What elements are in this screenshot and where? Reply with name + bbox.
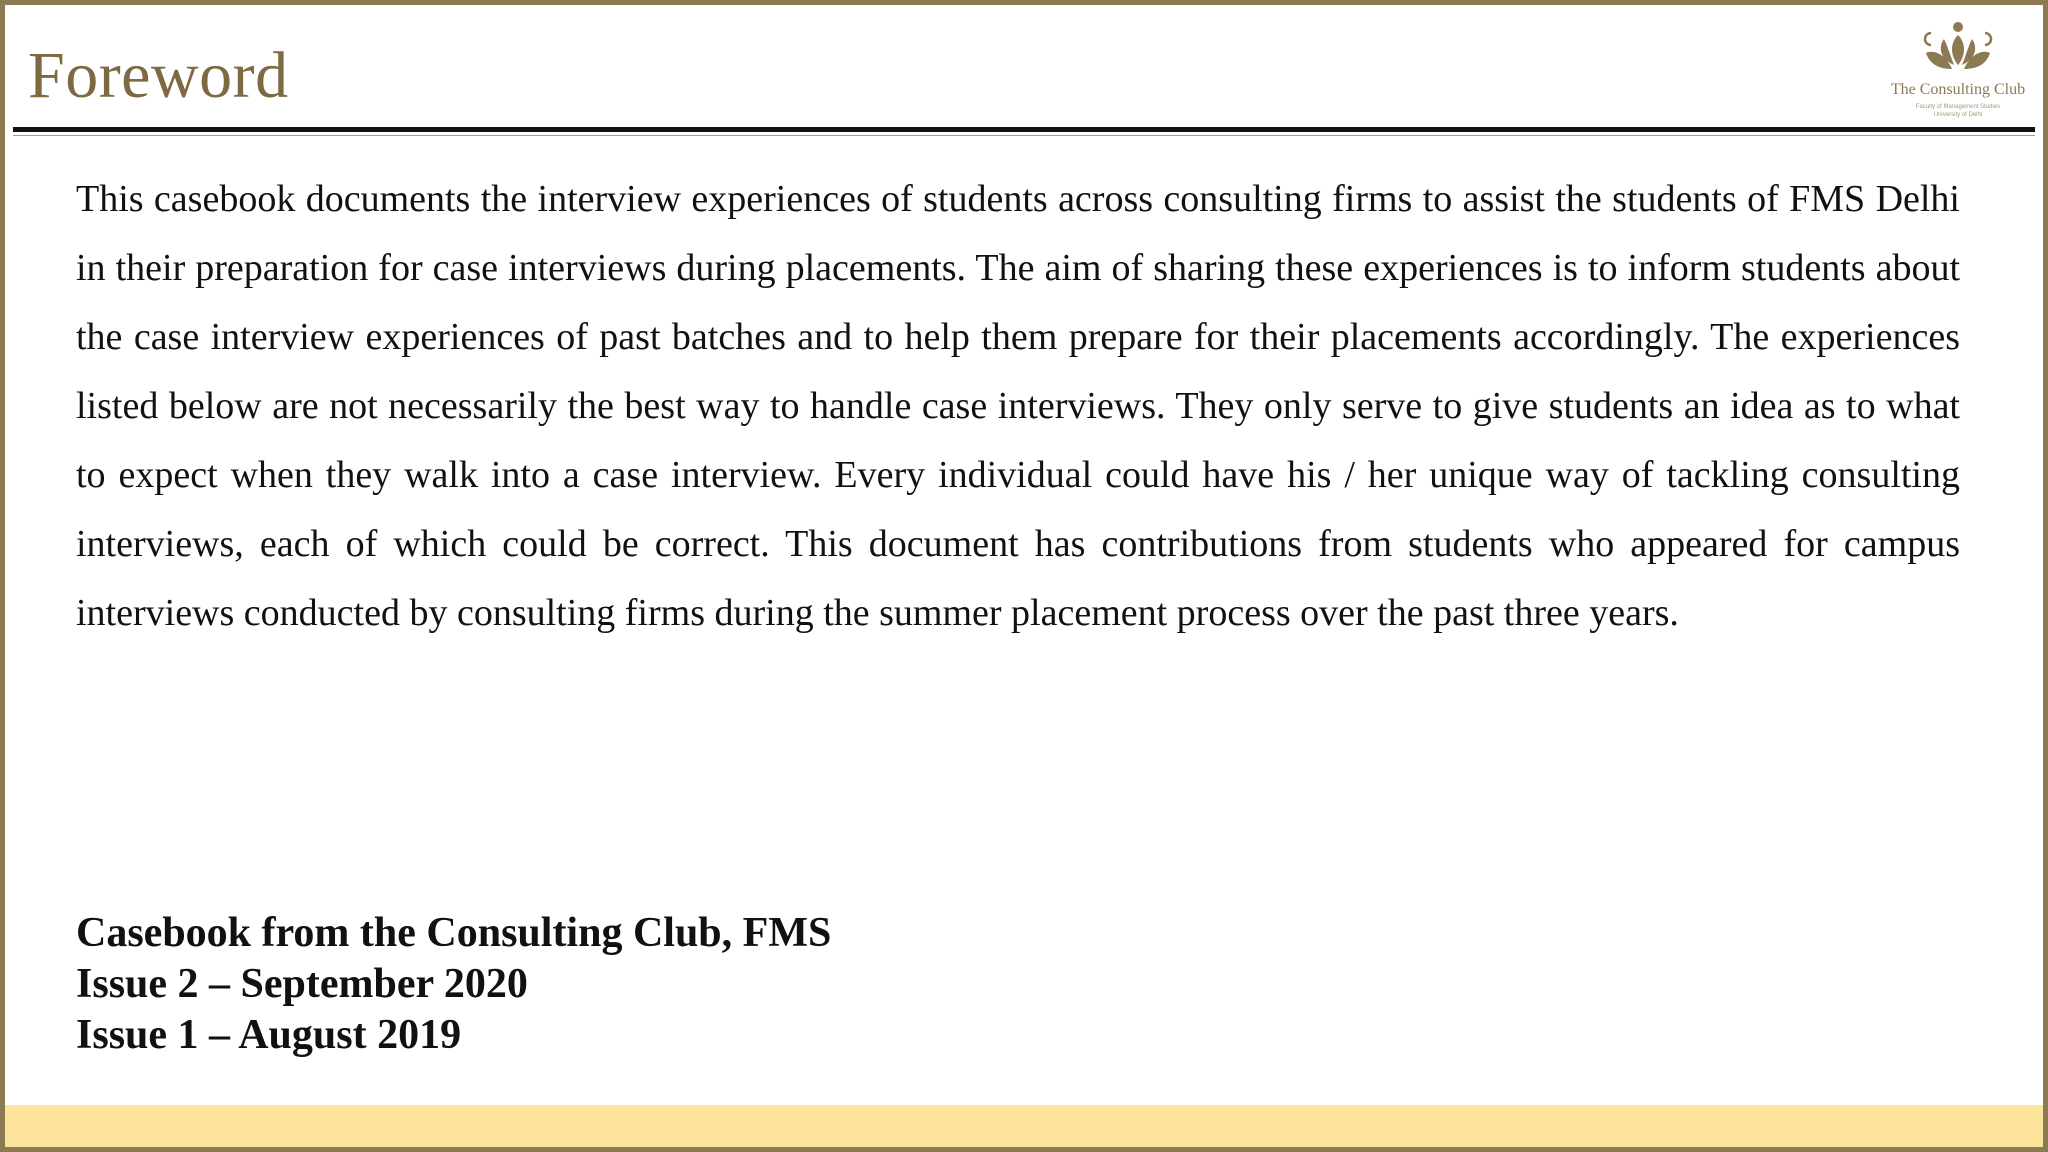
issue-item: Issue 1 – August 2019 <box>76 1012 462 1058</box>
logo-emblem-icon <box>1910 19 2006 79</box>
logo-subtitle-line2: University of Delhi <box>1933 112 1983 118</box>
page-title: Foreword <box>28 39 289 112</box>
logo-subtitle-line1: Faculty of Management Studies <box>1915 104 2001 110</box>
title-divider-thin <box>13 135 2035 136</box>
issue-heading: Casebook from the Consulting Club, FMS <box>76 910 832 956</box>
footer-band <box>5 1105 2043 1152</box>
consulting-club-logo <box>1883 19 2033 123</box>
title-divider <box>13 127 2035 132</box>
logo-subtitle <box>1883 103 2033 119</box>
issue-list <box>76 908 831 1061</box>
foreword-paragraph: This casebook documents the interview experiences of students across consulting firms to assist the students of FMS Delhi in their preparation for case interviews during placements. The aim of sharing these experiences is to inform students about the case interview experiences of past batches and to help them prepare for their placements accordingly. The experiences listed below are not necessarily the best way to handle case interviews. They only serve to give students an idea as to what to expect when they walk into a case interview. Every individual could have his / her unique way of tackling consulting interviews, each of which could be correct. This document has contributions from students who appeared for campus interviews conducted by consulting firms during the summer placement process over the past three years. <box>76 178 1960 634</box>
logo-name: The Consulting Club <box>1890 81 2026 98</box>
issue-item: Issue 2 – September 2020 <box>76 961 528 1007</box>
